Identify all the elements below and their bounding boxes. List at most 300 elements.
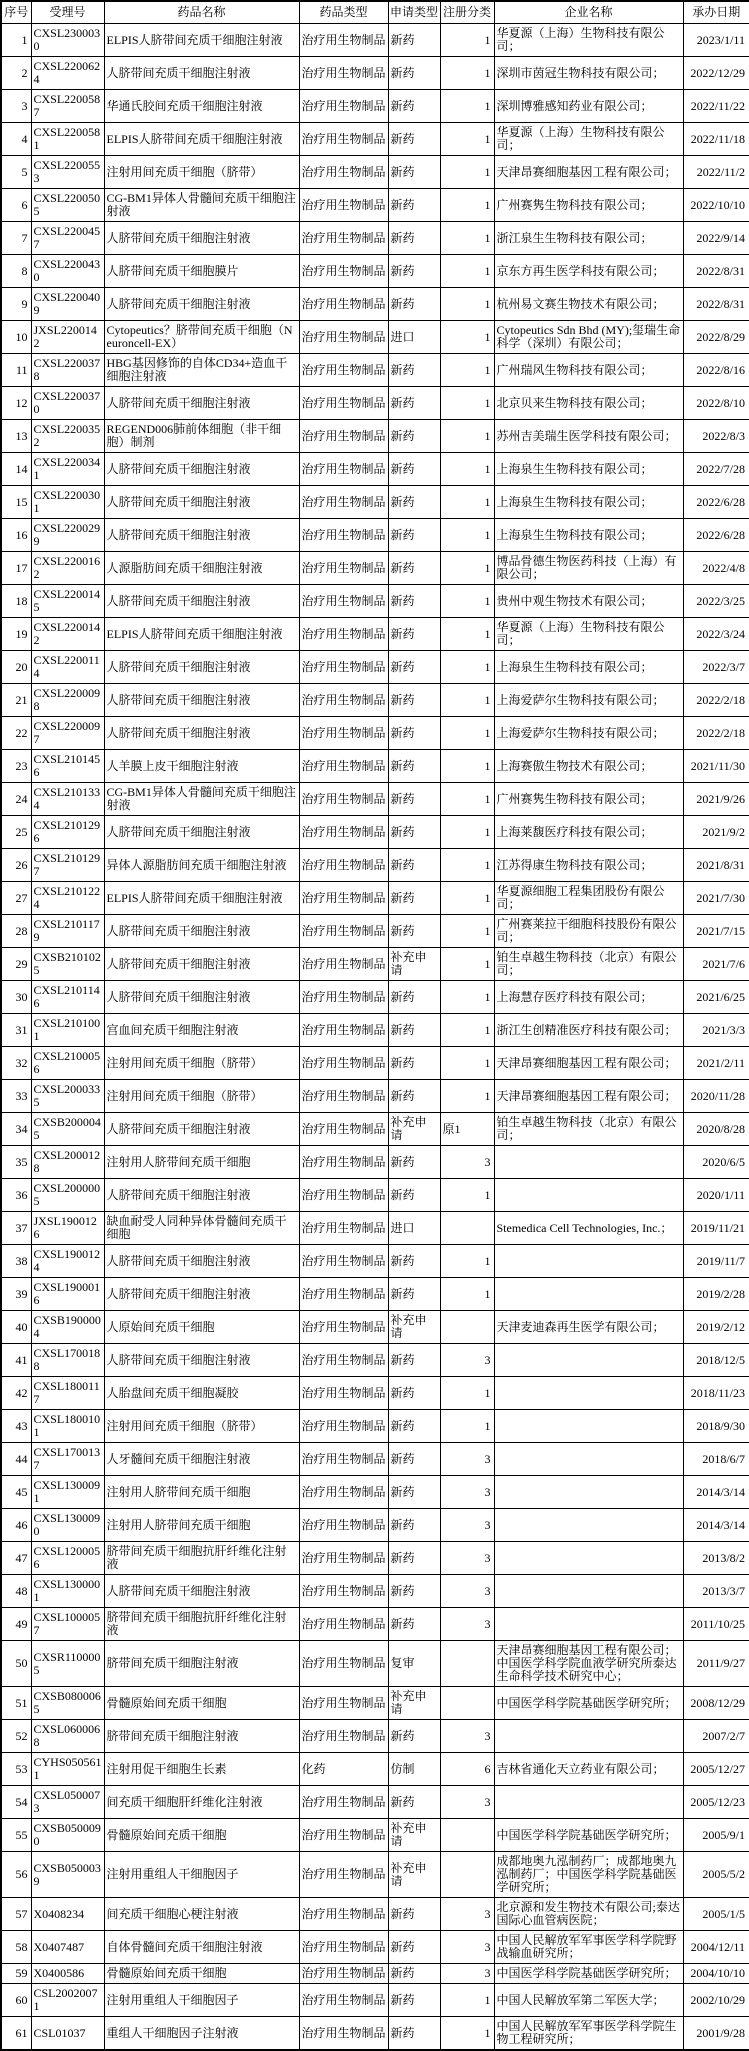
date-cell: 2018/11/23 bbox=[683, 1377, 749, 1410]
seq-cell: 32 bbox=[1, 1047, 31, 1080]
drug-type-cell: 化药 bbox=[299, 1753, 388, 1786]
drug-type-cell: 治疗用生物制品 bbox=[299, 1080, 388, 1113]
acceptance-no-cell: CYHS0505611 bbox=[31, 1753, 104, 1786]
drug-type-cell: 治疗用生物制品 bbox=[299, 57, 388, 90]
table-row bbox=[1, 354, 749, 387]
application-type-cell: 新药 bbox=[388, 1476, 440, 1509]
reg-class-cell: 3 bbox=[440, 1964, 494, 1984]
application-type-cell: 新药 bbox=[388, 750, 440, 783]
table-row bbox=[1, 750, 749, 783]
drug-name-cell: 注射用间充质干细胞（脐带） bbox=[104, 1047, 299, 1080]
drug-name-cell: 注射用间充质干细胞（脐带） bbox=[104, 1080, 299, 1113]
date-cell: 2004/12/11 bbox=[683, 1931, 749, 1964]
table-row bbox=[1, 1575, 749, 1608]
company-cell: 深圳博雅感知药业有限公司； bbox=[494, 90, 683, 123]
drug-type-cell: 治疗用生物制品 bbox=[299, 1014, 388, 1047]
seq-cell: 45 bbox=[1, 1476, 31, 1509]
drug-name-cell: 骨髓原始间充质干细胞 bbox=[104, 1819, 299, 1852]
company-cell bbox=[494, 1344, 683, 1377]
seq-cell: 22 bbox=[1, 717, 31, 750]
application-type-cell: 新药 bbox=[388, 1047, 440, 1080]
application-type-cell: 新药 bbox=[388, 552, 440, 585]
application-type-cell: 新药 bbox=[388, 1080, 440, 1113]
seq-cell: 8 bbox=[1, 255, 31, 288]
drug-type-cell: 治疗用生物制品 bbox=[299, 1311, 388, 1344]
drug-type-cell: 治疗用生物制品 bbox=[299, 1509, 388, 1542]
company-cell: 华夏源细胞工程集团股份有限公司； bbox=[494, 882, 683, 915]
table-row bbox=[1, 123, 749, 156]
table-row bbox=[1, 1344, 749, 1377]
reg-class-cell: 1 bbox=[440, 1080, 494, 1113]
drug-type-cell: 治疗用生物制品 bbox=[299, 1344, 388, 1377]
drug-name-cell: 人脐带间充质干细胞注射液 bbox=[104, 222, 299, 255]
seq-cell: 31 bbox=[1, 1014, 31, 1047]
date-cell: 2021/6/25 bbox=[683, 981, 749, 1014]
seq-cell: 6 bbox=[1, 189, 31, 222]
seq-cell: 20 bbox=[1, 651, 31, 684]
table-header bbox=[1, 1, 749, 24]
seq-cell: 55 bbox=[1, 1819, 31, 1852]
table-row bbox=[1, 1410, 749, 1443]
drug-type-cell: 治疗用生物制品 bbox=[299, 1984, 388, 2017]
acceptance-no-cell: CXSL2200587 bbox=[31, 90, 104, 123]
date-cell: 2022/6/28 bbox=[683, 486, 749, 519]
company-cell: 中国人民解放军军事医学科学院野战输血研究所； bbox=[494, 1931, 683, 1964]
date-cell: 2019/2/28 bbox=[683, 1278, 749, 1311]
drug-type-cell: 治疗用生物制品 bbox=[299, 486, 388, 519]
table-row bbox=[1, 1443, 749, 1476]
application-type-cell: 新药 bbox=[388, 816, 440, 849]
application-type-cell: 补充申请 bbox=[388, 1852, 440, 1898]
company-cell: 天津昂赛细胞基因工程有限公司； bbox=[494, 1047, 683, 1080]
company-cell bbox=[494, 1509, 683, 1542]
date-cell: 2022/8/16 bbox=[683, 354, 749, 387]
acceptance-no-cell: CXSL1300001 bbox=[31, 1575, 104, 1608]
table-row bbox=[1, 717, 749, 750]
company-cell: 上海慧存医疗科技有限公司； bbox=[494, 981, 683, 1014]
reg-class-cell: 1 bbox=[440, 915, 494, 948]
table-row bbox=[1, 90, 749, 123]
drug-type-cell: 治疗用生物制品 bbox=[299, 1443, 388, 1476]
table-row bbox=[1, 321, 749, 354]
drug-type-cell: 治疗用生物制品 bbox=[299, 948, 388, 981]
company-cell: 天津昂赛细胞基因工程有限公司； bbox=[494, 156, 683, 189]
date-cell: 2021/9/2 bbox=[683, 816, 749, 849]
seq-cell: 5 bbox=[1, 156, 31, 189]
drug-name-cell: 重组人干细胞因子注射液 bbox=[104, 2017, 299, 2051]
date-cell: 2022/9/14 bbox=[683, 222, 749, 255]
seq-cell: 18 bbox=[1, 585, 31, 618]
drug-type-cell: 治疗用生物制品 bbox=[299, 1931, 388, 1964]
acceptance-no-cell: CXSL2200457 bbox=[31, 222, 104, 255]
reg-class-cell: 1 bbox=[440, 585, 494, 618]
application-type-cell: 新药 bbox=[388, 1608, 440, 1641]
company-cell: 铂生卓越生物科技（北京）有限公司； bbox=[494, 1113, 683, 1146]
date-cell: 2021/2/11 bbox=[683, 1047, 749, 1080]
date-cell: 2020/1/11 bbox=[683, 1179, 749, 1212]
acceptance-no-cell: CXSL2200624 bbox=[31, 57, 104, 90]
company-cell: 广州瑞风生物科技有限公司； bbox=[494, 354, 683, 387]
acceptance-no-cell: CXSL2101456 bbox=[31, 750, 104, 783]
drug-type-cell: 治疗用生物制品 bbox=[299, 387, 388, 420]
drug-name-cell: 脐带间充质干细胞注射液 bbox=[104, 1720, 299, 1753]
company-cell: 中国医学科学院基础医学研究所； bbox=[494, 1819, 683, 1852]
drug-type-cell: 治疗用生物制品 bbox=[299, 1179, 388, 1212]
drug-name-cell: 人原始间充质干细胞 bbox=[104, 1311, 299, 1344]
drug-name-cell: ELPIS人脐带间充质干细胞注射液 bbox=[104, 882, 299, 915]
table-row bbox=[1, 1212, 749, 1245]
drug-name-cell: CG-BM1异体人骨髓间充质干细胞注射液 bbox=[104, 783, 299, 816]
reg-class-cell: 3 bbox=[440, 1344, 494, 1377]
application-type-cell: 新药 bbox=[388, 354, 440, 387]
application-type-cell: 新药 bbox=[388, 519, 440, 552]
table-row bbox=[1, 1080, 749, 1113]
seq-cell: 33 bbox=[1, 1080, 31, 1113]
table-row bbox=[1, 288, 749, 321]
acceptance-no-cell: CXSL0600068 bbox=[31, 1720, 104, 1753]
table-row bbox=[1, 1278, 749, 1311]
drug-name-cell: 人脐带间充质干细胞注射液 bbox=[104, 948, 299, 981]
seq-cell: 46 bbox=[1, 1509, 31, 1542]
seq-cell: 52 bbox=[1, 1720, 31, 1753]
table-row bbox=[1, 1786, 749, 1819]
drug-type-cell: 治疗用生物制品 bbox=[299, 1641, 388, 1687]
acceptance-no-cell: CXSL2101146 bbox=[31, 981, 104, 1014]
acceptance-no-cell: JXSL1900126 bbox=[31, 1212, 104, 1245]
seq-cell: 61 bbox=[1, 2017, 31, 2051]
seq-cell: 57 bbox=[1, 1898, 31, 1931]
seq-cell: 11 bbox=[1, 354, 31, 387]
drug-type-cell: 治疗用生物制品 bbox=[299, 453, 388, 486]
reg-class-cell: 1 bbox=[440, 57, 494, 90]
reg-class-cell: 1 bbox=[440, 1377, 494, 1410]
date-cell: 2005/12/27 bbox=[683, 1753, 749, 1786]
reg-class-cell: 3 bbox=[440, 1575, 494, 1608]
reg-class-cell: 1 bbox=[440, 1278, 494, 1311]
drug-type-cell: 治疗用生物制品 bbox=[299, 156, 388, 189]
date-cell: 2022/2/18 bbox=[683, 717, 749, 750]
acceptance-no-cell: CXSB2101025 bbox=[31, 948, 104, 981]
date-cell: 2023/1/11 bbox=[683, 24, 749, 57]
company-cell: 上海泉生生物科技有限公司； bbox=[494, 519, 683, 552]
acceptance-no-cell: CXSL2200553 bbox=[31, 156, 104, 189]
reg-class-cell: 1 bbox=[440, 1179, 494, 1212]
company-cell: 博品骨德生物医药科技（上海）有限公司； bbox=[494, 552, 683, 585]
date-cell: 2022/2/18 bbox=[683, 684, 749, 717]
reg-class-cell: 3 bbox=[440, 1542, 494, 1575]
reg-class-cell: 3 bbox=[440, 1476, 494, 1509]
company-cell: 深圳市茵冠生物科技有限公司； bbox=[494, 57, 683, 90]
application-type-cell: 新药 bbox=[388, 849, 440, 882]
reg-class-cell: 1 bbox=[440, 2017, 494, 2051]
drug-type-cell: 治疗用生物制品 bbox=[299, 24, 388, 57]
reg-class-cell bbox=[440, 1641, 494, 1687]
reg-class-cell: 1 bbox=[440, 255, 494, 288]
table-row bbox=[1, 57, 749, 90]
acceptance-no-cell: CXSL2200341 bbox=[31, 453, 104, 486]
drug-name-cell: 人脐带间充质干细胞注射液 bbox=[104, 651, 299, 684]
table-row bbox=[1, 1245, 749, 1278]
drug-name-cell: HBG基因修饰的自体CD34+造血干细胞注射液 bbox=[104, 354, 299, 387]
acceptance-no-cell: CXSL2101296 bbox=[31, 816, 104, 849]
header-company: 企业名称 bbox=[494, 1, 683, 24]
date-cell: 2019/11/7 bbox=[683, 1245, 749, 1278]
acceptance-no-cell: CXSB0800065 bbox=[31, 1687, 104, 1720]
application-type-cell: 新药 bbox=[388, 981, 440, 1014]
drug-name-cell: 人脐带间充质干细胞注射液 bbox=[104, 519, 299, 552]
drug-name-cell: 人脐带间充质干细胞注射液 bbox=[104, 816, 299, 849]
seq-cell: 48 bbox=[1, 1575, 31, 1608]
table-row bbox=[1, 420, 749, 453]
date-cell: 2022/11/22 bbox=[683, 90, 749, 123]
application-type-cell: 新药 bbox=[388, 486, 440, 519]
acceptance-no-cell: CXSL2300030 bbox=[31, 24, 104, 57]
date-cell: 2021/7/15 bbox=[683, 915, 749, 948]
table-row bbox=[1, 684, 749, 717]
seq-cell: 19 bbox=[1, 618, 31, 651]
application-type-cell: 新药 bbox=[388, 255, 440, 288]
drug-type-cell: 治疗用生物制品 bbox=[299, 816, 388, 849]
drug-name-cell: 自体骨髓间充质干细胞注射液 bbox=[104, 1931, 299, 1964]
application-type-cell: 新药 bbox=[388, 783, 440, 816]
reg-class-cell: 1 bbox=[440, 981, 494, 1014]
company-cell: 华夏源（上海）生物科技有限公司； bbox=[494, 123, 683, 156]
drug-type-cell: 治疗用生物制品 bbox=[299, 189, 388, 222]
application-type-cell: 补充申请 bbox=[388, 1311, 440, 1344]
reg-class-cell: 1 bbox=[440, 486, 494, 519]
drug-name-cell: 注射用重组人干细胞因子 bbox=[104, 1984, 299, 2017]
seq-cell: 59 bbox=[1, 1964, 31, 1984]
date-cell: 2019/2/12 bbox=[683, 1311, 749, 1344]
drug-type-cell: 治疗用生物制品 bbox=[299, 651, 388, 684]
drug-name-cell: 人脐带间充质干细胞注射液 bbox=[104, 486, 299, 519]
acceptance-no-cell: CXSL1900124 bbox=[31, 1245, 104, 1278]
company-cell: 广州赛隽生物科技有限公司； bbox=[494, 783, 683, 816]
date-cell: 2011/9/27 bbox=[683, 1641, 749, 1687]
acceptance-no-cell: CXSL1200056 bbox=[31, 1542, 104, 1575]
reg-class-cell: 1 bbox=[440, 321, 494, 354]
date-cell: 2008/12/29 bbox=[683, 1687, 749, 1720]
drug-type-cell: 治疗用生物制品 bbox=[299, 1608, 388, 1641]
acceptance-no-cell: CXSB0500039 bbox=[31, 1852, 104, 1898]
drug-name-cell: 人脐带间充质干细胞注射液 bbox=[104, 981, 299, 1014]
drug-name-cell: 人脐带间充质干细胞注射液 bbox=[104, 1344, 299, 1377]
reg-class-cell: 1 bbox=[440, 882, 494, 915]
table-row bbox=[1, 1720, 749, 1753]
seq-cell: 9 bbox=[1, 288, 31, 321]
company-cell bbox=[494, 1410, 683, 1443]
drug-type-cell: 治疗用生物制品 bbox=[299, 849, 388, 882]
reg-class-cell: 1 bbox=[440, 552, 494, 585]
drug-name-cell: REGEND006肺前体细胞（非干细胞）制剂 bbox=[104, 420, 299, 453]
reg-class-cell: 3 bbox=[440, 1509, 494, 1542]
drug-name-cell: 人脐带间充质干细胞注射液 bbox=[104, 288, 299, 321]
company-cell bbox=[494, 1786, 683, 1819]
acceptance-no-cell: CXSL2200162 bbox=[31, 552, 104, 585]
acceptance-no-cell: CXSL1800117 bbox=[31, 1377, 104, 1410]
application-type-cell: 复审 bbox=[388, 1641, 440, 1687]
header-drug-name: 药品名称 bbox=[104, 1, 299, 24]
drug-name-cell: 人脐带间充质干细胞注射液 bbox=[104, 57, 299, 90]
reg-class-cell: 1 bbox=[440, 849, 494, 882]
drug-type-cell: 治疗用生物制品 bbox=[299, 321, 388, 354]
company-cell: 广州赛隽生物科技有限公司； bbox=[494, 189, 683, 222]
drug-type-cell: 治疗用生物制品 bbox=[299, 1476, 388, 1509]
table-row bbox=[1, 1311, 749, 1344]
table-row bbox=[1, 1146, 749, 1179]
reg-class-cell bbox=[440, 1852, 494, 1898]
date-cell: 2014/3/14 bbox=[683, 1476, 749, 1509]
table-row bbox=[1, 1753, 749, 1786]
drug-name-cell: 脐带间充质干细胞抗肝纤维化注射液 bbox=[104, 1542, 299, 1575]
table-row bbox=[1, 816, 749, 849]
table-row bbox=[1, 189, 749, 222]
acceptance-no-cell: CXSL2200352 bbox=[31, 420, 104, 453]
table-row bbox=[1, 519, 749, 552]
seq-cell: 47 bbox=[1, 1542, 31, 1575]
drug-type-cell: 治疗用生物制品 bbox=[299, 123, 388, 156]
reg-class-cell: 1 bbox=[440, 684, 494, 717]
application-type-cell: 新药 bbox=[388, 1014, 440, 1047]
reg-class-cell bbox=[440, 1212, 494, 1245]
application-type-cell: 新药 bbox=[388, 882, 440, 915]
seq-cell: 23 bbox=[1, 750, 31, 783]
seq-cell: 29 bbox=[1, 948, 31, 981]
drug-name-cell: 人脐带间充质干细胞注射液 bbox=[104, 585, 299, 618]
date-cell: 2022/11/2 bbox=[683, 156, 749, 189]
seq-cell: 60 bbox=[1, 1984, 31, 2017]
reg-class-cell bbox=[440, 1311, 494, 1344]
drug-name-cell: 人脐带间充质干细胞注射液 bbox=[104, 915, 299, 948]
application-type-cell: 新药 bbox=[388, 1278, 440, 1311]
company-cell: 天津昂赛细胞基因工程有限公司；中国医学科学院血液学研究所泰达生命科学技术研究中心； bbox=[494, 1641, 683, 1687]
drug-name-cell: 人脐带间充质干细胞膜片 bbox=[104, 255, 299, 288]
acceptance-no-cell: CXSL2100056 bbox=[31, 1047, 104, 1080]
date-cell: 2004/10/10 bbox=[683, 1964, 749, 1984]
company-cell: 浙江生创精准医疗科技有限公司； bbox=[494, 1014, 683, 1047]
reg-class-cell: 1 bbox=[440, 783, 494, 816]
reg-class-cell: 1 bbox=[440, 618, 494, 651]
company-cell: 中国人民解放军第二军医大学； bbox=[494, 1984, 683, 2017]
table-row bbox=[1, 453, 749, 486]
header-row bbox=[1, 1, 749, 24]
date-cell: 2019/11/21 bbox=[683, 1212, 749, 1245]
drug-name-cell: 缺血耐受人同种异体骨髓间充质干细胞 bbox=[104, 1212, 299, 1245]
seq-cell: 4 bbox=[1, 123, 31, 156]
date-cell: 2005/5/2 bbox=[683, 1852, 749, 1898]
date-cell: 2020/11/28 bbox=[683, 1080, 749, 1113]
seq-cell: 50 bbox=[1, 1641, 31, 1687]
seq-cell: 39 bbox=[1, 1278, 31, 1311]
reg-class-cell: 3 bbox=[440, 1146, 494, 1179]
drug-name-cell: 注射用人脐带间充质干细胞 bbox=[104, 1146, 299, 1179]
acceptance-no-cell: CXSL1800101 bbox=[31, 1410, 104, 1443]
date-cell: 2022/3/7 bbox=[683, 651, 749, 684]
acceptance-no-cell: CSL01037 bbox=[31, 2017, 104, 2051]
seq-cell: 53 bbox=[1, 1753, 31, 1786]
reg-class-cell bbox=[440, 1687, 494, 1720]
table-body bbox=[1, 24, 749, 2051]
date-cell: 2011/10/25 bbox=[683, 1608, 749, 1641]
seq-cell: 21 bbox=[1, 684, 31, 717]
table-row bbox=[1, 1687, 749, 1720]
company-cell: 贵州中观生物技术有限公司； bbox=[494, 585, 683, 618]
drug-name-cell: CG-BM1异体人骨髓间充质干细胞注射液 bbox=[104, 189, 299, 222]
acceptance-no-cell: CXSL2200505 bbox=[31, 189, 104, 222]
date-cell: 2005/1/5 bbox=[683, 1898, 749, 1931]
drug-name-cell: 人脐带间充质干细胞注射液 bbox=[104, 453, 299, 486]
drug-type-cell: 治疗用生物制品 bbox=[299, 981, 388, 1014]
table-row bbox=[1, 882, 749, 915]
drug-name-cell: 间充质干细胞心梗注射液 bbox=[104, 1898, 299, 1931]
company-cell bbox=[494, 1720, 683, 1753]
table-row bbox=[1, 2017, 749, 2051]
table-row bbox=[1, 1641, 749, 1687]
company-cell bbox=[494, 1377, 683, 1410]
company-cell: 京东方再生医学科技有限公司； bbox=[494, 255, 683, 288]
reg-class-cell: 1 bbox=[440, 288, 494, 321]
drug-type-cell: 治疗用生物制品 bbox=[299, 1047, 388, 1080]
application-type-cell: 新药 bbox=[388, 618, 440, 651]
reg-class-cell: 1 bbox=[440, 189, 494, 222]
company-cell: 江苏得康生物科技有限公司； bbox=[494, 849, 683, 882]
drug-type-cell: 治疗用生物制品 bbox=[299, 1687, 388, 1720]
header-acceptance-no: 受理号 bbox=[31, 1, 104, 24]
application-type-cell: 新药 bbox=[388, 420, 440, 453]
seq-cell: 15 bbox=[1, 486, 31, 519]
reg-class-cell: 1 bbox=[440, 750, 494, 783]
company-cell bbox=[494, 1575, 683, 1608]
seq-cell: 38 bbox=[1, 1245, 31, 1278]
drug-type-cell: 治疗用生物制品 bbox=[299, 750, 388, 783]
company-cell bbox=[494, 1608, 683, 1641]
date-cell: 2001/9/28 bbox=[683, 2017, 749, 2051]
reg-class-cell: 1 bbox=[440, 1047, 494, 1080]
acceptance-no-cell: CXSL2200370 bbox=[31, 387, 104, 420]
seq-cell: 34 bbox=[1, 1113, 31, 1146]
acceptance-no-cell: CXSL1700188 bbox=[31, 1344, 104, 1377]
company-cell bbox=[494, 1245, 683, 1278]
application-type-cell: 新药 bbox=[388, 1542, 440, 1575]
acceptance-no-cell: CXSL2200097 bbox=[31, 717, 104, 750]
drug-name-cell: 人脐带间充质干细胞注射液 bbox=[104, 1113, 299, 1146]
date-cell: 2022/8/31 bbox=[683, 255, 749, 288]
reg-class-cell: 1 bbox=[440, 222, 494, 255]
table-row bbox=[1, 255, 749, 288]
acceptance-no-cell: CXSL2200299 bbox=[31, 519, 104, 552]
drug-name-cell: 人源脂肪间充质干细胞注射液 bbox=[104, 552, 299, 585]
application-type-cell: 新药 bbox=[388, 651, 440, 684]
drug-type-cell: 治疗用生物制品 bbox=[299, 1964, 388, 1984]
reg-class-cell: 1 bbox=[440, 717, 494, 750]
company-cell bbox=[494, 1146, 683, 1179]
company-cell: 上海泉生生物科技有限公司； bbox=[494, 651, 683, 684]
drug-type-cell: 治疗用生物制品 bbox=[299, 1786, 388, 1819]
drug-type-cell: 治疗用生物制品 bbox=[299, 2017, 388, 2051]
reg-class-cell: 1 bbox=[440, 90, 494, 123]
drug-type-cell: 治疗用生物制品 bbox=[299, 717, 388, 750]
acceptance-no-cell: CXSL2200378 bbox=[31, 354, 104, 387]
application-type-cell: 补充申请 bbox=[388, 948, 440, 981]
company-cell bbox=[494, 1179, 683, 1212]
drug-name-cell: 人脐带间充质干细胞注射液 bbox=[104, 387, 299, 420]
reg-class-cell: 1 bbox=[440, 123, 494, 156]
drug-name-cell: 华通氏胶间充质干细胞注射液 bbox=[104, 90, 299, 123]
application-type-cell: 新药 bbox=[388, 1377, 440, 1410]
reg-class-cell: 1 bbox=[440, 354, 494, 387]
seq-cell: 54 bbox=[1, 1786, 31, 1819]
seq-cell: 40 bbox=[1, 1311, 31, 1344]
